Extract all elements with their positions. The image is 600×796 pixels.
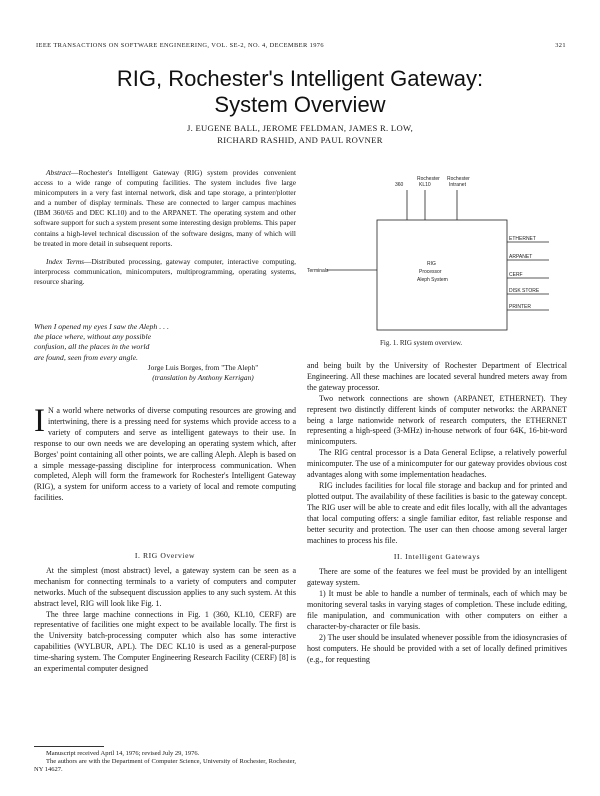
running-head bbox=[36, 42, 566, 49]
label-disk: DISK STORE bbox=[509, 288, 540, 294]
footnotes bbox=[34, 750, 296, 774]
epigraph-attribution bbox=[110, 363, 296, 383]
intro-text: N a world where networks of diverse computing resources are growing and intertwining, there is a pressing need for systems which provide access to a variety of computers and serve as intelligent gateways to their use. In response to our own needs we are developing an operating system which, after Borges' point containing all other points, we are calling Aleph. Aleph is based on a simple message-passing discipline for interprocess communication. When completed, Aleph will form the framework for Rochester's Intelligent Gateway (RIG), a system for uniform access to a variety of local and remote computing facilities. bbox=[34, 406, 296, 503]
paper-title bbox=[40, 66, 560, 118]
label-cerf: CERF bbox=[509, 272, 523, 278]
label-aleph: Aleph System bbox=[417, 277, 448, 283]
label-rochester: Rochester bbox=[417, 176, 440, 182]
epigraph bbox=[34, 322, 296, 363]
label-kl10: KL10 bbox=[419, 182, 431, 188]
author-list bbox=[60, 122, 540, 146]
label-ethernet: ETHERNET bbox=[509, 236, 536, 242]
epigraph-line: are found, seen from every angle. bbox=[34, 352, 139, 362]
footnote-affiliation: The authors are with the Department of Computer Science, University of Rochester, Rochester, NY 14627. bbox=[34, 758, 296, 773]
abstract-text: —Rochester's Intelligent Gateway (RIG) system provides convenient access to a wide range of computing facilities. The system includes five large minicomputers in a very fast internal network, disk and tape storage, a printer/plotter and a number of display terminals. These are connected to larger campus machines (IBM 360/65 and DEC KL10) and to the ARPANET. The operating system and other software support for such a system present some interesting design problems. This paper contains a high-level technical discussion of the software designs, many of which will be treated in more detail in subsequent reports. bbox=[34, 168, 296, 248]
attribution-translation: (translation by Anthony Kerrigan) bbox=[152, 373, 254, 382]
label-printer: PRINTER bbox=[509, 304, 531, 310]
paragraph: The three large machine connections in Fig. 1 (360, KL10, CERF) are representative of facilities one might expect to be available locally. The first is the University batch-processing computer which also has some interactive capabilities (WYLBUR, APL). The DEC KL10 is used as a general-purpose time-sharing system. The Computer Engineering Research Facility (CERF) [8] is an experimental computer designed bbox=[34, 609, 296, 674]
epigraph-line: the place where, without any possible bbox=[34, 332, 152, 342]
index-terms-label: Index Terms bbox=[46, 257, 85, 266]
label-processor: Processor bbox=[419, 269, 442, 275]
label-360: 360 bbox=[395, 182, 404, 188]
figure-1-caption: Fig. 1. RIG system overview. bbox=[380, 339, 463, 347]
label-rig: RIG bbox=[427, 261, 436, 267]
label-terminals: Terminals bbox=[307, 268, 329, 274]
paragraph: 2) The user should be insulated whenever possible from the idiosyncrasies of host computers. He should be provided with a set of locally defined primitives (e.g., for requesting bbox=[307, 632, 567, 664]
attribution-author: Jorge Luis Borges, from "The Aleph" bbox=[147, 363, 259, 372]
journal-name: IEEE TRANSACTIONS ON SOFTWARE ENGINEERING, VOL. SE-2, NO. 4, DECEMBER 1976 bbox=[36, 42, 325, 49]
paragraph: There are some of the features we feel must be provided by an intelligent gateway system. bbox=[307, 567, 567, 588]
title-line-2: System Overview bbox=[214, 92, 386, 117]
epigraph-line: confusion, all the places in the world bbox=[34, 342, 150, 352]
figure-1-diagram bbox=[307, 170, 567, 335]
page-number: 321 bbox=[555, 42, 566, 49]
footnote-received: Manuscript received April 14, 1976; revised July 29, 1976. bbox=[46, 750, 200, 757]
paragraph: At the simplest (most abstract) level, a gateway system can be seen as a mechanism for connecting terminals to a variety of computers and computer networks. Much of the subsequent discussion applies to any such system. At this abstract level, RIG will look like Fig. 1. bbox=[34, 565, 296, 608]
right-column-body bbox=[307, 361, 567, 665]
abstract-label: Abstract bbox=[46, 168, 72, 177]
paragraph: RIG includes facilities for local file storage and backup and for printed and plotted output. The availability of these facilities is basic to the gateway concept. The RIG user will be able to create and edit files locally, with all the advantages that local computing offers: a single familiar editor, fast reliable response and better security and protection. The user can then choose among several larger machines to process his file. bbox=[307, 480, 567, 545]
rig-processor-box bbox=[377, 220, 507, 330]
epigraph-line: When I opened my eyes I saw the Aleph . . . bbox=[34, 322, 169, 331]
label-rochester-2: Rochester bbox=[447, 176, 470, 182]
label-intranet: Intranet bbox=[449, 182, 466, 188]
section-1-heading: I. RIG Overview bbox=[134, 551, 196, 560]
index-terms-text: —Distributed processing, gateway computer, interactive computing, interprocess communication, minicomputers, multiprogramming, operating systems, resource sharing. bbox=[34, 257, 296, 287]
authors-line-2: RICHARD RASHID, AND PAUL ROVNER bbox=[217, 135, 383, 145]
index-terms bbox=[34, 257, 296, 287]
paragraph: Two network connections are shown (ARPANET, ETHERNET). They represent two distinctly different kinds of computer networks: the ARPANET being a large nationwide network of research computers, the ETHERNET representing a high-speed (3-MHz) in-house network of four 64K, 16-bit-word minicomputers. bbox=[307, 393, 567, 447]
paragraph: 1) It must be able to handle a number of terminals, each of which may be monitoring several tasks in varying stages of completion. These include editing, file manipulation, and communication with other computers on either a character-by-character or file basis. bbox=[307, 589, 567, 631]
introduction bbox=[34, 403, 296, 504]
label-arpanet: ARPANET bbox=[509, 254, 533, 260]
abstract bbox=[34, 168, 296, 249]
section-2-heading: II. Intelligent Gateways bbox=[393, 552, 481, 562]
section-1 bbox=[34, 545, 296, 675]
authors-line-1: J. EUGENE BALL, JEROME FELDMAN, JAMES R. LOW, bbox=[186, 123, 414, 133]
footnote-rule bbox=[34, 746, 104, 747]
drop-cap: I bbox=[34, 403, 45, 439]
paragraph: The RIG central processor is a Data General Eclipse, a relatively powerful minicomputer. The use of a minicomputer for our gateway provides obvious cost advantages along with some implementation headaches. bbox=[307, 448, 567, 480]
paragraph: and being built by the University of Rochester Department of Electrical Engineering. All these machines are located several hundred meters away from the gateway processor. bbox=[307, 361, 567, 392]
title-line-1: RIG, Rochester's Intelligent Gateway: bbox=[116, 66, 484, 91]
